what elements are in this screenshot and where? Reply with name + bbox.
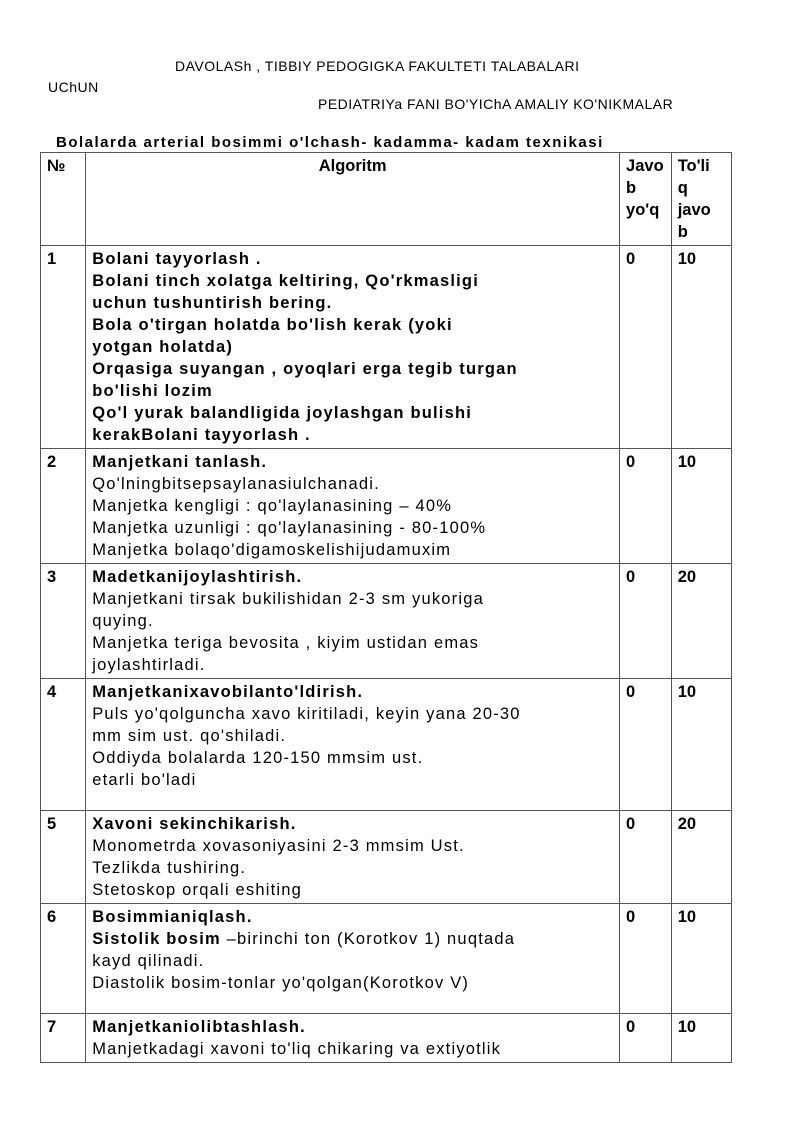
step-text-line: Stetoskop orqali eshiting [92,881,302,899]
step-description [86,679,620,811]
header-algoritm: Algoritm [86,153,620,246]
step-text-line: yotgan holatda) [92,338,234,356]
step-text-line: Manjetka teriga bevosita , kiyim ustidan emas [92,634,480,652]
step-text-normal: –birinchi ton (Korotkov 1) nuqtada [220,930,516,948]
step-text-normal: Diastolik bosim-tonlar yo'qolgan(Korotkov V) [92,974,470,992]
step-text-line: Qo'lningbitsepsaylanasiulchanadi. [92,475,380,493]
step-number: 1 [41,246,86,449]
step-text-line: Monometrda xovasoniyasini 2-3 mmsim Ust. [92,837,465,855]
step-number: 6 [41,904,86,1014]
score-no-answer: 0 [620,449,672,564]
step-description [86,246,620,449]
step-text-line: Bolani tinch xolatga keltiring, Qo'rkmasligi [92,272,479,290]
header-line-2: UChUN [48,79,99,95]
step-text-bold: Sistolik bosim [92,930,221,948]
table-caption: Bolalarda arterial bosimmi o'lchash- kadamma- kadam texnikasi [56,134,604,151]
table-row [41,246,732,449]
step-text-line: Puls yo'qolguncha xavo kiritiladi, keyin yana 20-30 [92,705,521,723]
step-title: Manjetkani tanlash. [92,453,268,471]
step-description [86,1014,620,1063]
score-full-answer: 10 [671,449,731,564]
table-row [41,1014,732,1063]
table-header-row [41,153,732,246]
step-text-line [92,950,613,972]
score-full-answer: 20 [671,811,731,904]
header-javob-yoq: Javo b yo'q [620,153,672,246]
step-text-line: Manjetkadagi xavoni to'liq chikaring va extiyotlik [92,1040,502,1058]
header-number: № [41,153,86,246]
step-text-line: Qo'l yurak balandligida joylashgan bulishi [92,404,473,422]
step-number: 4 [41,679,86,811]
step-text-line: etarli bo'ladi [92,771,197,789]
step-text-line: uchun tushuntirish bering. [92,294,333,312]
step-text-line [92,928,613,950]
step-text-line: bo'lishi lozim [92,382,213,400]
step-title: Manjetkanixavobilanto'ldirish. [92,683,364,701]
step-description [86,449,620,564]
score-full-answer: 10 [671,246,731,449]
step-text-line: Orqasiga suyangan , oyoqlari erga tegib turgan [92,360,518,378]
step-text-line: Manjetkani tirsak bukilishidan 2-3 sm yukoriga [92,590,484,608]
table-row [41,564,732,679]
header-line-1: DAVOLASh , TIBBIY PEDOGIGKA FAKULTETI TALABALARI [175,58,580,74]
step-text-line: kerakBolani tayyorlash . [92,426,311,444]
step-title: Bolani tayyorlash . [92,250,262,268]
algorithm-table [40,152,732,1063]
step-description [86,904,620,1014]
step-text-line: Manjetka bolaqo'digamoskelishijudamuxim [92,541,452,559]
header-toliq-javob: To'li q javo b [671,153,731,246]
step-title: Xavoni sekinchikarish. [92,815,297,833]
step-text-line: joylashtirladi. [92,656,206,674]
step-text-line: mm sim ust. qo'shiladi. [92,727,287,745]
step-text-line: quying. [92,612,154,630]
table-row [41,449,732,564]
step-text-line: Tezlikda tushiring. [92,859,247,877]
step-title: Madetkanijoylashtirish. [92,568,303,586]
score-full-answer: 10 [671,679,731,811]
score-no-answer: 0 [620,1014,672,1063]
score-full-answer: 20 [671,564,731,679]
header-line-3: PEDIATRIYa FANI BO'YIChA AMALIY KO'NIKMALAR [318,96,674,112]
step-text-line: Oddiyda bolalarda 120-150 mmsim ust. [92,749,424,767]
step-title: Manjetkaniolibtashlash. [92,1018,306,1036]
step-description [86,564,620,679]
step-text-normal: kayd qilinadi. [92,952,205,970]
score-no-answer: 0 [620,564,672,679]
step-title: Bosimmianiqlash. [92,908,253,926]
step-text-line: Manjetka kengligi : qo'laylanasining – 40% [92,497,453,515]
score-no-answer: 0 [620,679,672,811]
score-no-answer: 0 [620,811,672,904]
score-full-answer: 10 [671,1014,731,1063]
step-number: 2 [41,449,86,564]
step-text-line [92,972,613,994]
table-row [41,679,732,811]
step-number: 7 [41,1014,86,1063]
step-text-line: Manjetka uzunligi : qo'laylanasining - 80-100% [92,519,487,537]
step-text-line: Bola o'tirgan holatda bo'lish kerak (yoki [92,316,453,334]
score-no-answer: 0 [620,904,672,1014]
table-row [41,811,732,904]
score-no-answer: 0 [620,246,672,449]
step-number: 5 [41,811,86,904]
step-number: 3 [41,564,86,679]
step-description [86,811,620,904]
score-full-answer: 10 [671,904,731,1014]
table-row [41,904,732,1014]
